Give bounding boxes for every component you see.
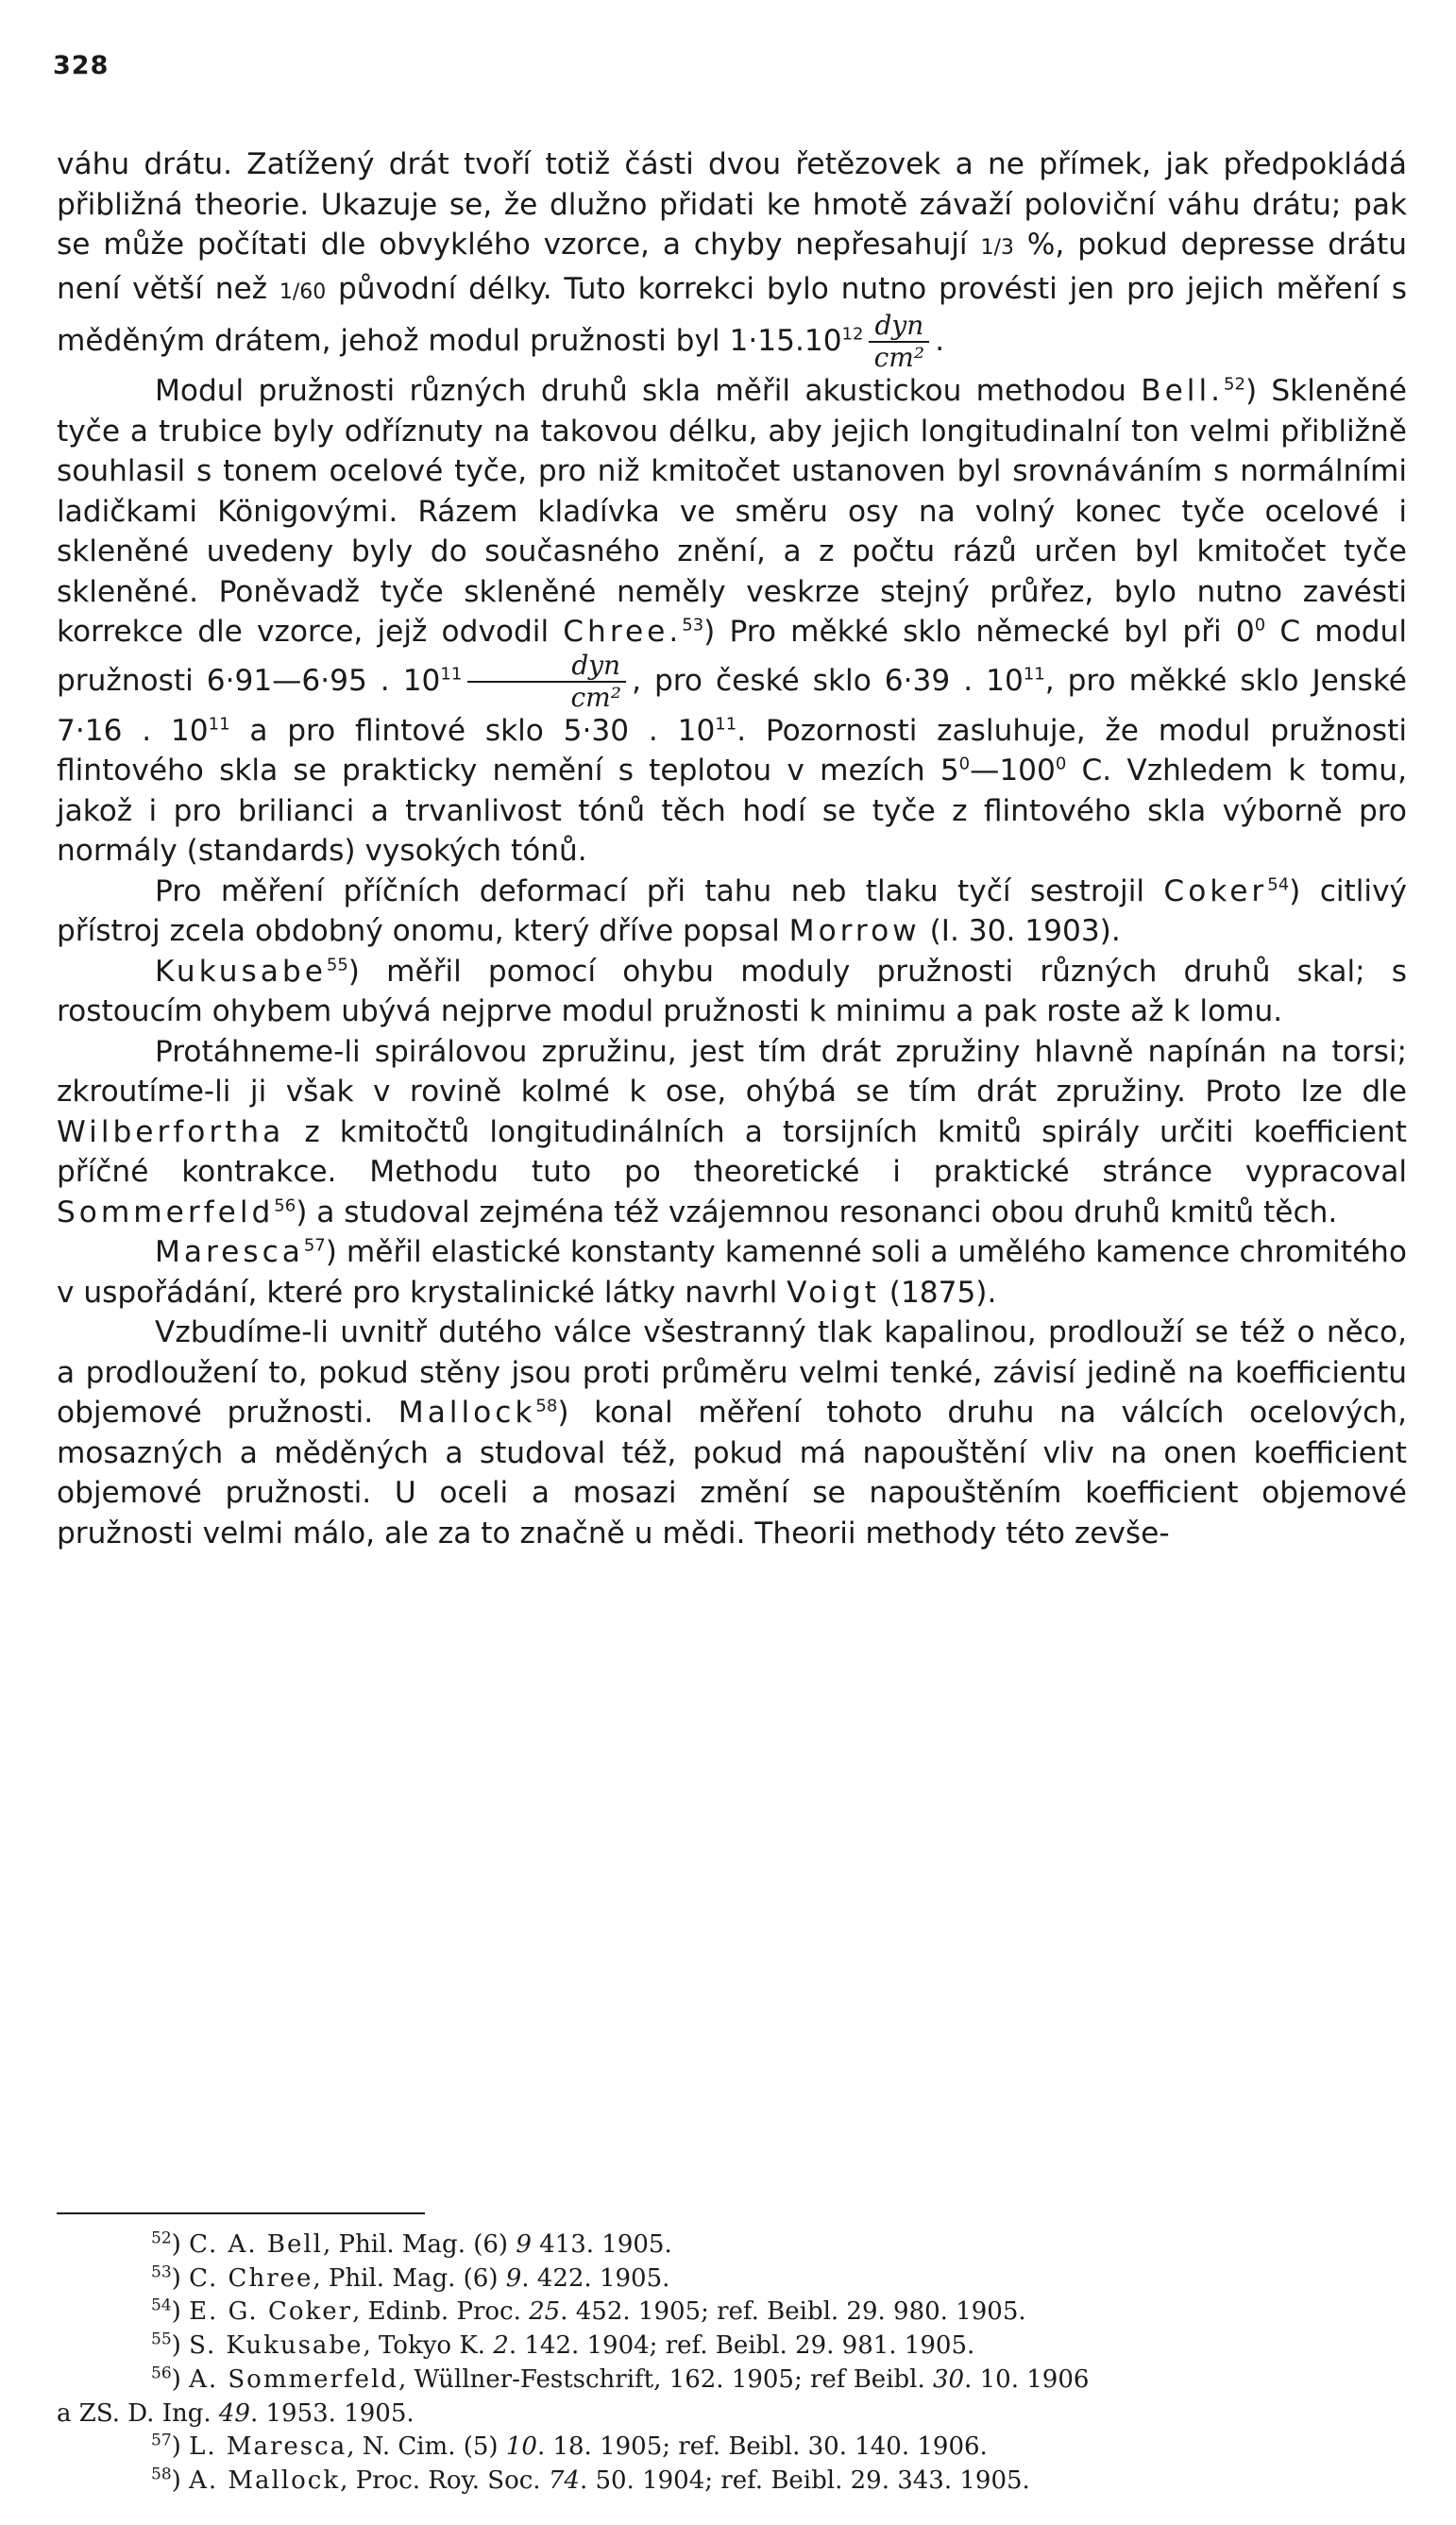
footnote-source: , Phil. Mag. (6) — [323, 2230, 516, 2259]
superscript: 58 — [535, 1396, 558, 1416]
text-run: Vzbudíme-li uvnitř dutého válce všestranný tlak kapalinou, prodlouží se též o něco, a prodloužení to, pokud stěny jsou proti průměru velmi tenké, závisí jedině na koefficientu objemové pružnosti. — [57, 1315, 1407, 1430]
footnote-author: A. Sommerfeld — [189, 2364, 398, 2394]
footnote-volume: 10 — [505, 2432, 537, 2462]
page-number: 328 — [53, 51, 110, 80]
footnote-author: S. Kukusabe — [189, 2331, 364, 2361]
text-run: C modul pružnosti 6·91—6·95 . 10 — [57, 615, 1407, 698]
text-run: ) a studoval zejména též vzájemnou resonanci obou druhů kmitů těch. — [296, 1195, 1338, 1229]
body-text — [57, 144, 1407, 1553]
unit-fraction — [869, 310, 929, 373]
paragraph-p1 — [57, 144, 1407, 371]
footnote-mark-sep: ) — [171, 2331, 181, 2361]
footnote-volume: 30 — [933, 2364, 965, 2394]
footnote-rest: . 1953. 1905. — [249, 2398, 415, 2428]
superscript: 54 — [1267, 874, 1290, 895]
text-run: ) měřil pomocí ohybu moduly pružnosti různých druhů skal; s rostoucím ohybem ubývá nejprve modul pružnosti k minimu a pak roste až k lomu. — [57, 954, 1407, 1028]
footnote-source: , Proc. Roy. Soc. — [340, 2466, 549, 2495]
text-run: . Pozornosti zasluhuje, že modul pružnosti flintového skla se prakticky nemění s teplotou v mezích 5 — [57, 713, 1407, 788]
footnote-source: , Phil. Mag. (6) — [313, 2263, 506, 2293]
text-run: %, pokud depresse drátu není větší než — [57, 228, 1408, 306]
superscript: 53 — [682, 615, 704, 635]
superscript: 11 — [440, 664, 463, 685]
footnote-author: C. A. Bell — [189, 2230, 323, 2259]
superscript: 55 — [326, 955, 348, 975]
footnote-58 — [57, 2465, 1407, 2499]
footnote-mark-sep: ) — [171, 2364, 181, 2394]
footnote-53 — [57, 2262, 1407, 2296]
superscript: 11 — [1023, 664, 1045, 685]
text-run: původní délky. Tuto korrekci bylo nutno provésti jen pro jejich měření s měděným drátem, jehož modul pružnosti byl 1·15.10 — [57, 271, 1407, 358]
text-run: C. Vzhledem k tomu, jakož i pro brilianci a trvanlivost tónů těch hodí se tyče z flintového skla výborně pro normály (standards) vysokých tónů. — [57, 754, 1407, 868]
footnote-mark-sep: ) — [171, 2263, 181, 2293]
footnote-mark-sep: ) — [171, 2230, 181, 2259]
text-run: (I. 30. 1903). — [920, 914, 1121, 948]
text-run: (1875). — [879, 1275, 997, 1310]
footnote-rest: 413. 1905. — [531, 2230, 672, 2259]
footnote-mark: 52 — [151, 2228, 172, 2248]
footnote-volume: 9 — [505, 2263, 522, 2293]
footnote-rest: . 142. 1904; ref. Beibl. 29. 981. 1905. — [508, 2331, 975, 2361]
superscript: 56 — [274, 1195, 296, 1216]
footnote-54 — [57, 2296, 1407, 2330]
fraction-denominator: cm² — [873, 342, 925, 373]
footnote-mark: 56 — [151, 2364, 172, 2383]
superscript: 0 — [1254, 615, 1266, 635]
unit-fraction — [467, 649, 626, 713]
superscript: 52 — [1224, 374, 1245, 395]
footnote-volume: 49 — [218, 2398, 250, 2428]
footnote-source: , Wüllner-Festschrift, 162. 1905; ref Beibl. — [398, 2364, 933, 2394]
footnote-author: L. Maresca — [189, 2432, 347, 2462]
spaced-name: Sommerfeld — [57, 1195, 275, 1229]
spaced-name: Morrow — [788, 914, 921, 948]
footnote-rest: . 10. 1906 — [964, 2364, 1090, 2394]
text-run: a pro flintové sklo 5·30 . 10 — [229, 713, 716, 748]
text-run: , pro české sklo 6·39 . 10 — [632, 663, 1024, 698]
footnote-continuation — [57, 2398, 1407, 2432]
footnote-mark: 54 — [151, 2296, 172, 2315]
footnote-source: , N. Cim. (5) — [347, 2432, 506, 2462]
superscript: 11 — [208, 714, 230, 735]
small-fraction: 1/60 — [279, 280, 327, 304]
footnote-rest: . 18. 1905; ref. Beibl. 30. 140. 1906. — [536, 2432, 988, 2462]
superscript: 57 — [303, 1235, 326, 1256]
footnote-source: a ZS. D. Ing. — [57, 2398, 219, 2428]
footnote-rest: . 452. 1905; ref. Beibl. 29. 980. 1905. — [560, 2297, 1026, 2327]
footnote-source: , Tokyo K. — [363, 2331, 494, 2361]
fraction-numerator: dyn — [869, 313, 929, 343]
paragraph-p6 — [57, 1232, 1407, 1313]
superscript: 0 — [958, 754, 971, 774]
footnotes — [57, 2228, 1407, 2499]
paragraph-p2 — [57, 371, 1407, 872]
text-run: . — [935, 324, 945, 358]
footnote-volume: 2 — [493, 2331, 509, 2361]
spaced-name: Maresca — [155, 1235, 304, 1269]
text-run: ) Pro měkké sklo německé byl při 0 — [703, 615, 1255, 649]
footnote-mark-sep: ) — [171, 2466, 181, 2495]
footnote-volume: 25 — [529, 2297, 561, 2327]
footnote-mark: 57 — [151, 2431, 172, 2450]
paragraph-p3 — [57, 872, 1407, 952]
footnote-55 — [57, 2330, 1407, 2364]
text-run: z kmitočtů longitudinálních a torsijních kmitů spirály určiti koefficient příčné kontrakce. Methodu tuto po theoretické i praktické stránce vypracoval — [57, 1114, 1407, 1189]
footnote-volume: 9 — [516, 2230, 532, 2259]
spaced-name: Wilberfortha — [57, 1114, 285, 1149]
footnote-mark-sep: ) — [171, 2297, 181, 2327]
footnote-volume: 74 — [548, 2466, 580, 2495]
footnote-56 — [57, 2364, 1407, 2398]
spaced-name: Chree. — [563, 615, 683, 649]
text-run: Pro měření příčních deformací při tahu neb tlaku tyčí sestrojil — [155, 873, 1164, 908]
spaced-name: Coker — [1163, 873, 1268, 908]
footnote-mark: 58 — [151, 2465, 172, 2484]
superscript: 12 — [841, 324, 864, 345]
footnote-52 — [57, 2228, 1407, 2262]
text-run: ) měřil elastické konstanty kamenné soli a umělého kamence chromitého v uspořádání, které pro krystalinické látky navrhl — [57, 1235, 1407, 1310]
footnote-author: C. Chree — [189, 2263, 313, 2293]
spaced-name: Mallock — [398, 1396, 536, 1430]
text-run: váhu drátu. Zatížený drát tvoří totiž části dvou řetězovek a ne přímek, jak předpokládá přibližná theorie. Ukazuje se, že dlužno přidati ke hmotě závaží poloviční váhu drátu; pak se může počítati dle obvyklého vzorce, a chyby nepřesahují — [57, 147, 1407, 262]
footnote-source: , Edinb. Proc. — [352, 2297, 530, 2327]
fraction-denominator: cm² — [570, 681, 621, 713]
text-run: Protáhneme-li spirálovou zpružinu, jest tím drát zpružiny hlavně napínán na torsi; zkroutíme-li ji však v rovině kolmé k ose, ohýbá se tím drát zpružiny. Proto lze dle — [57, 1034, 1407, 1109]
paragraph-p5 — [57, 1032, 1407, 1233]
text-run: ) konal měření tohoto druhu na válcích ocelových, mosazných a měděných a studoval též, pokud má napouštění vliv na onen koefficient objemové pružnosti. U oceli a mosazi změní se napouštěním koefficient objemové pružnosti velmi málo, ale za to značně u mědi. Theorii methody této zevše- — [57, 1396, 1407, 1551]
footnote-57 — [57, 2431, 1407, 2465]
superscript: 11 — [715, 714, 737, 735]
small-fraction: 1/3 — [980, 236, 1014, 260]
text-run: ) citlivý přístroj zcela obdobný onomu, který dříve popsal — [57, 873, 1407, 948]
footnote-rest: . 50. 1904; ref. Beibl. 29. 343. 1905. — [579, 2466, 1030, 2495]
footnote-author: E. G. Coker — [189, 2297, 353, 2327]
footnote-author: A. Mallock — [189, 2466, 341, 2495]
paragraph-p7 — [57, 1313, 1407, 1553]
spaced-name: Kukusabe — [155, 954, 327, 989]
spaced-name: Voigt — [787, 1275, 880, 1310]
spaced-name: Bell. — [1141, 374, 1225, 408]
footnote-mark: 55 — [151, 2330, 172, 2349]
footnote-divider — [57, 2212, 425, 2214]
text-run: ) Skleněné tyče a trubice byly odříznuty na takovou délku, aby jejich longitudinalní ton velmi přibližně souhlasil s tonem ocelové tyče, pro niž kmitočet ustanoven byl srovnáváním s normálními ladičkami Königovými. Rázem kladívka ve směru osy na volný konec tyče ocelové i skleněné uvedeny byly do současného znění, a z počtu rázů určen byl kmitočet tyče skleněné. Poněvadž tyče skleněné neměly veskrze stejný průřez, bylo nutno zavésti korrekce dle vzorce, jejž odvodil — [57, 374, 1407, 649]
superscript: 0 — [1055, 754, 1067, 774]
footnote-rest: . 422. 1905. — [521, 2263, 670, 2293]
fraction-numerator: dyn — [467, 652, 626, 683]
footnote-mark-sep: ) — [171, 2432, 181, 2462]
footnote-mark: 53 — [151, 2262, 172, 2282]
text-run: —100 — [970, 754, 1056, 788]
text-run: , pro měkké sklo Jenské 7·16 . 10 — [57, 663, 1407, 748]
text-run: Modul pružnosti různých druhů skla měřil akustickou methodou — [155, 374, 1142, 408]
paragraph-p4 — [57, 952, 1407, 1032]
